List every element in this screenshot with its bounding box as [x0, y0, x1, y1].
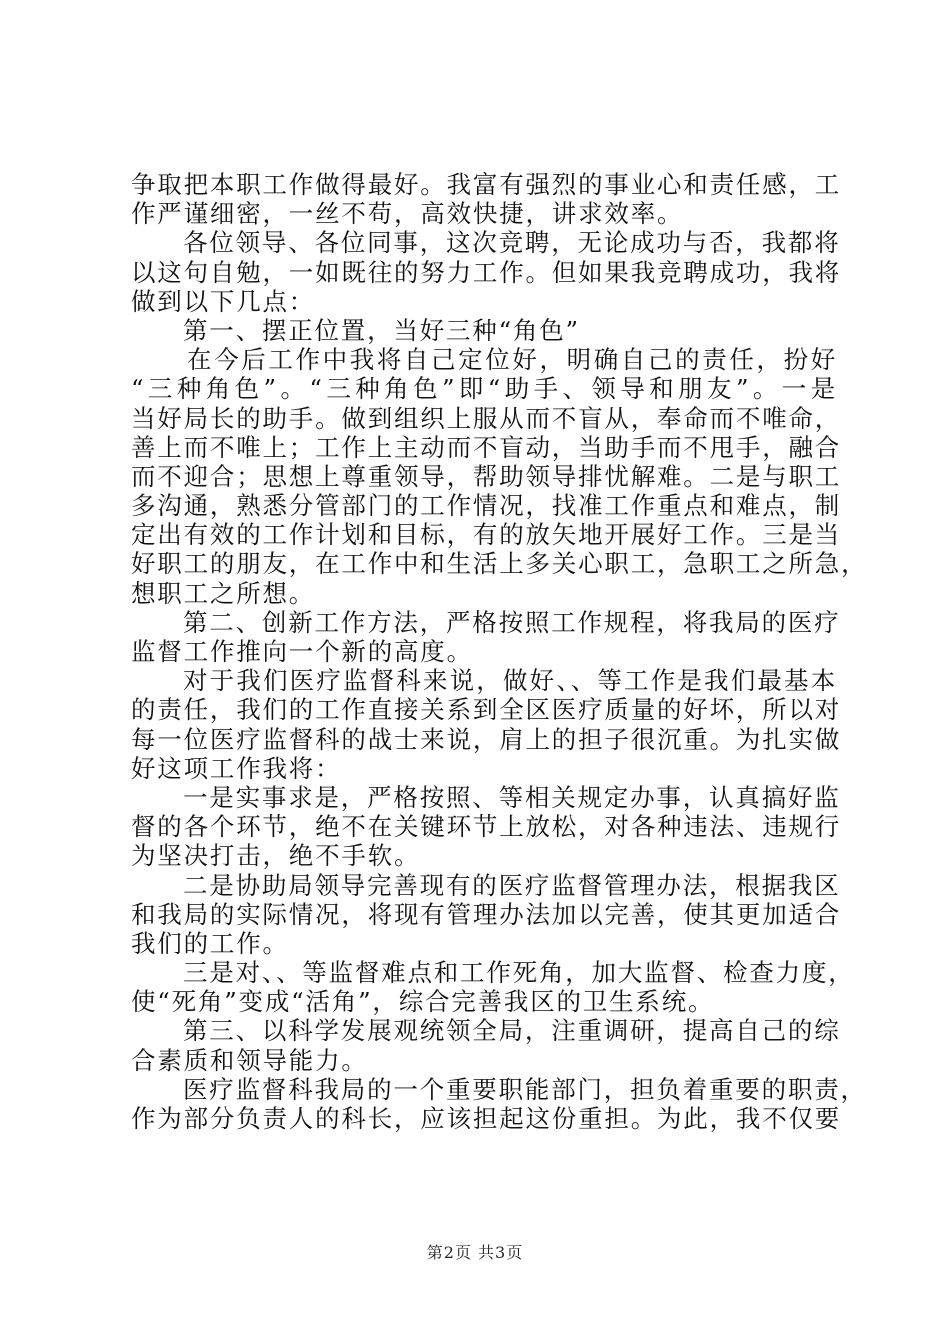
paragraph-line: 好职工的朋友，在工作中和生活上多关心职工，急职工之所急， — [131, 549, 868, 579]
paragraph-line: 督的各个环节，绝不在关键环节上放松，对各种违法、违规行 — [131, 812, 842, 842]
paragraph-line: 作为部分负责人的科长，应该担起这份重担。为此，我不仅要 — [131, 1104, 842, 1133]
paragraph-line: “三种角色”。“三种角色”即“助手、领导和朋友”。一是 — [131, 374, 837, 404]
paragraph-line: 想职工之所想。 — [131, 578, 316, 608]
page-footer: 第2页 共3页 — [426, 1243, 524, 1262]
paragraph-line: 在今后工作中我将自己定位好，明确自己的责任，扮好 — [187, 345, 837, 375]
paragraph-line: 医疗监督科我局的一个重要职能部门，担负着重要的职责， — [183, 1074, 867, 1104]
paragraph-line: 合素质和领导能力。 — [131, 1045, 368, 1075]
paragraph-line: 当好局长的助手。做到组织上服从而不盲从，奉命而不唯命， — [131, 403, 842, 433]
paragraph-line: 作严谨细密，一丝不苟，高效快捷，讲求效率。 — [131, 199, 684, 229]
document-body — [131, 170, 868, 1133]
paragraph-line: 每一位医疗监督科的战士来说，肩上的担子很沉重。为扎实做 — [131, 724, 842, 754]
paragraph-line: 二是协助局领导完善现有的医疗监督管理办法，根据我区 — [183, 870, 841, 900]
paragraph-line: 三是对、、等监督难点和工作死角，加大监督、检查力度， — [183, 958, 855, 988]
paragraph-line: 为坚决打击，绝不手软。 — [131, 841, 421, 871]
paragraph-line: 以这句自勉，一如既往的努力工作。但如果我竞聘成功，我将 — [131, 257, 842, 287]
paragraph-line: 各位领导、各位同事，这次竞聘，无论成功与否，我都将 — [183, 228, 841, 258]
paragraph-line: 和我局的实际情况，将现有管理办法加以完善，使其更加适合 — [131, 899, 842, 929]
paragraph-line: 好这项工作我将： — [131, 753, 342, 783]
paragraph-line: 第三、以科学发展观统领全局，注重调研，提高自己的综 — [183, 1016, 841, 1046]
paragraph-line: 而不迎合；思想上尊重领导，帮助领导排忧解难。二是与职工 — [131, 461, 842, 491]
paragraph-line: 第一、摆正位置，当好三种“角色” — [183, 315, 580, 345]
paragraph-line: 对于我们医疗监督科来说，做好、、等工作是我们最基本 — [183, 666, 837, 696]
paragraph-line: 第二、创新工作方法，严格按照工作规程，将我局的医疗 — [183, 607, 841, 637]
paragraph-line: 定出有效的工作计划和目标，有的放矢地开展好工作。三是当 — [131, 520, 842, 550]
paragraph-line: 多沟通，熟悉分管部门的工作情况，找准工作重点和难点，制 — [131, 491, 842, 521]
paragraph-line: 我们的工作。 — [131, 928, 289, 958]
paragraph-line: 一是实事求是，严格按照、等相关规定办事，认真搞好监 — [183, 782, 841, 812]
paragraph-line: 的责任，我们的工作直接关系到全区医疗质量的好坏，所以对 — [131, 695, 842, 725]
paragraph-line: 善上而不唯上；工作上主动而不盲动，当助手而不甩手，融合 — [131, 432, 842, 462]
paragraph-line: 监督工作推向一个新的高度。 — [131, 637, 473, 666]
paragraph-line: 使“死角”变成“活角”，综合完善我区的卫生系统。 — [131, 987, 715, 1017]
paragraph-line: 争取把本职工作做得最好。我富有强烈的事业心和责任感，工 — [131, 170, 842, 199]
paragraph-line: 做到以下几点： — [131, 286, 316, 316]
